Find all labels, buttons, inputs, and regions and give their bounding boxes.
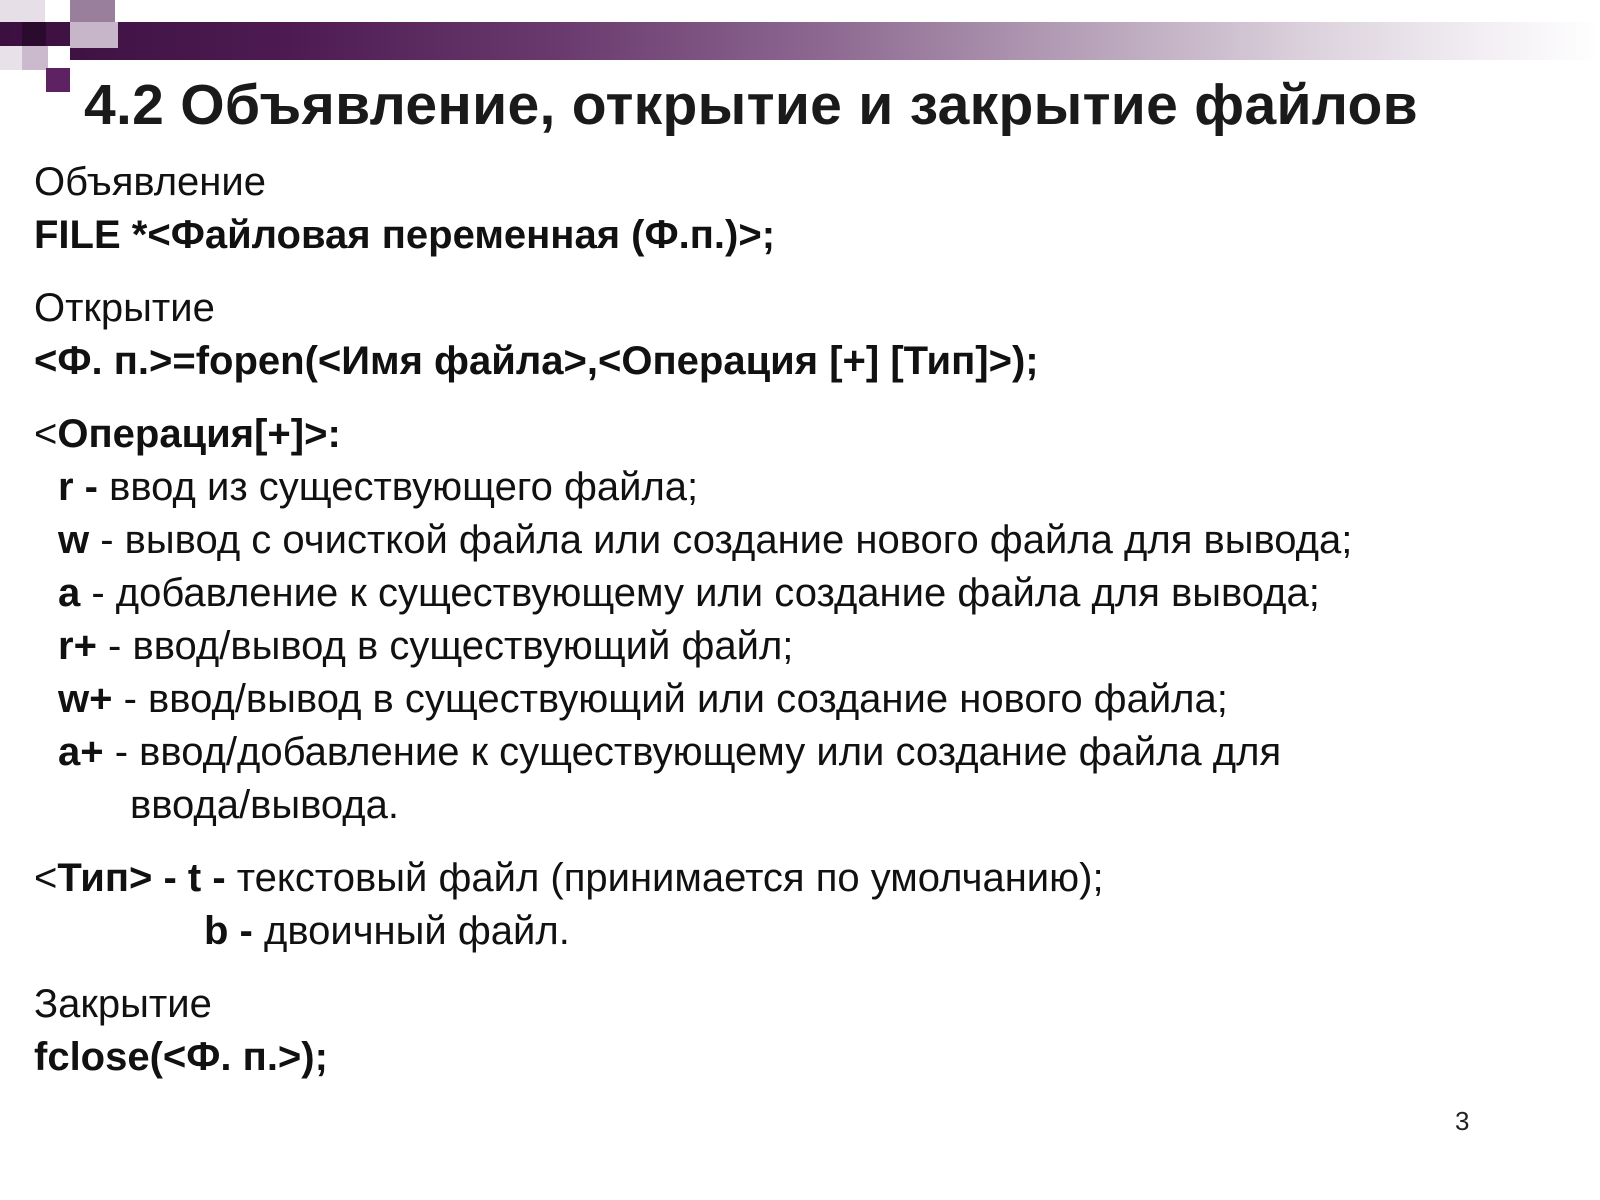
declaration-heading: Объявление	[34, 160, 266, 204]
mode-item	[34, 461, 1574, 514]
mode-code: r -	[58, 465, 98, 509]
mode-code: w	[58, 518, 90, 562]
types-label-bold: Тип> - t -	[57, 856, 226, 900]
mode-continuation: ввода/вывода.	[130, 783, 399, 827]
mode-item	[34, 620, 1574, 673]
closing-syntax: fclose(<Ф. п.>);	[34, 1035, 328, 1079]
types-binary-line	[34, 905, 1574, 958]
types-line	[34, 852, 1574, 905]
slide-title: 4.2 Объявление, открытие и закрытие файлов	[84, 73, 1419, 137]
mode-desc: ввод из существующего файла;	[98, 465, 699, 509]
decor-square	[0, 0, 45, 22]
mode-code: a	[58, 571, 81, 615]
mode-desc: - ввод/вывод в существующий или создание нового файла;	[112, 677, 1228, 721]
decor-square	[46, 68, 70, 92]
mode-code: w+	[58, 677, 113, 721]
types-binary-desc: двоичный файл.	[252, 909, 570, 953]
page-number: 3	[1455, 1106, 1470, 1136]
types-text-desc: текстовый файл (принимается по умолчанию);	[225, 856, 1104, 900]
mode-code: a+	[58, 730, 104, 774]
decor-square	[70, 22, 118, 48]
decor-square	[48, 46, 70, 70]
operations-label-bold: Операция[+]>:	[57, 412, 341, 456]
mode-item	[34, 567, 1574, 620]
closing-heading: Закрытие	[34, 982, 212, 1026]
mode-desc: - добавление к существующему или создание файла для вывода;	[80, 571, 1320, 615]
declaration-syntax: FILE *<Файловая переменная (Ф.п.)>;	[34, 213, 776, 257]
decor-square	[22, 46, 48, 70]
header-gradient-band	[0, 22, 1600, 60]
decor-square	[22, 22, 46, 46]
slide-content	[34, 156, 1574, 1084]
opening-heading: Открытие	[34, 286, 215, 330]
mode-desc: - ввод/вывод в существующий файл;	[96, 624, 794, 668]
mode-item	[34, 673, 1574, 726]
mode-desc: - вывод с очисткой файла или создание нового файла для вывода;	[89, 518, 1353, 562]
mode-item	[34, 726, 1574, 779]
types-binary-code: b -	[204, 909, 253, 953]
mode-item	[34, 514, 1574, 567]
decor-square	[70, 0, 115, 22]
operations-label	[34, 408, 1574, 461]
opening-syntax: <Ф. п.>=fopen(<Имя файла>,<Операция [+] [Тип]>);	[34, 339, 1039, 383]
mode-code: r+	[58, 624, 97, 668]
types-label-prefix: <	[34, 856, 58, 900]
operations-label-prefix: <	[34, 412, 58, 456]
decor-square	[0, 46, 22, 70]
mode-desc: - ввод/добавление к существующему или создание файла для	[103, 730, 1282, 774]
